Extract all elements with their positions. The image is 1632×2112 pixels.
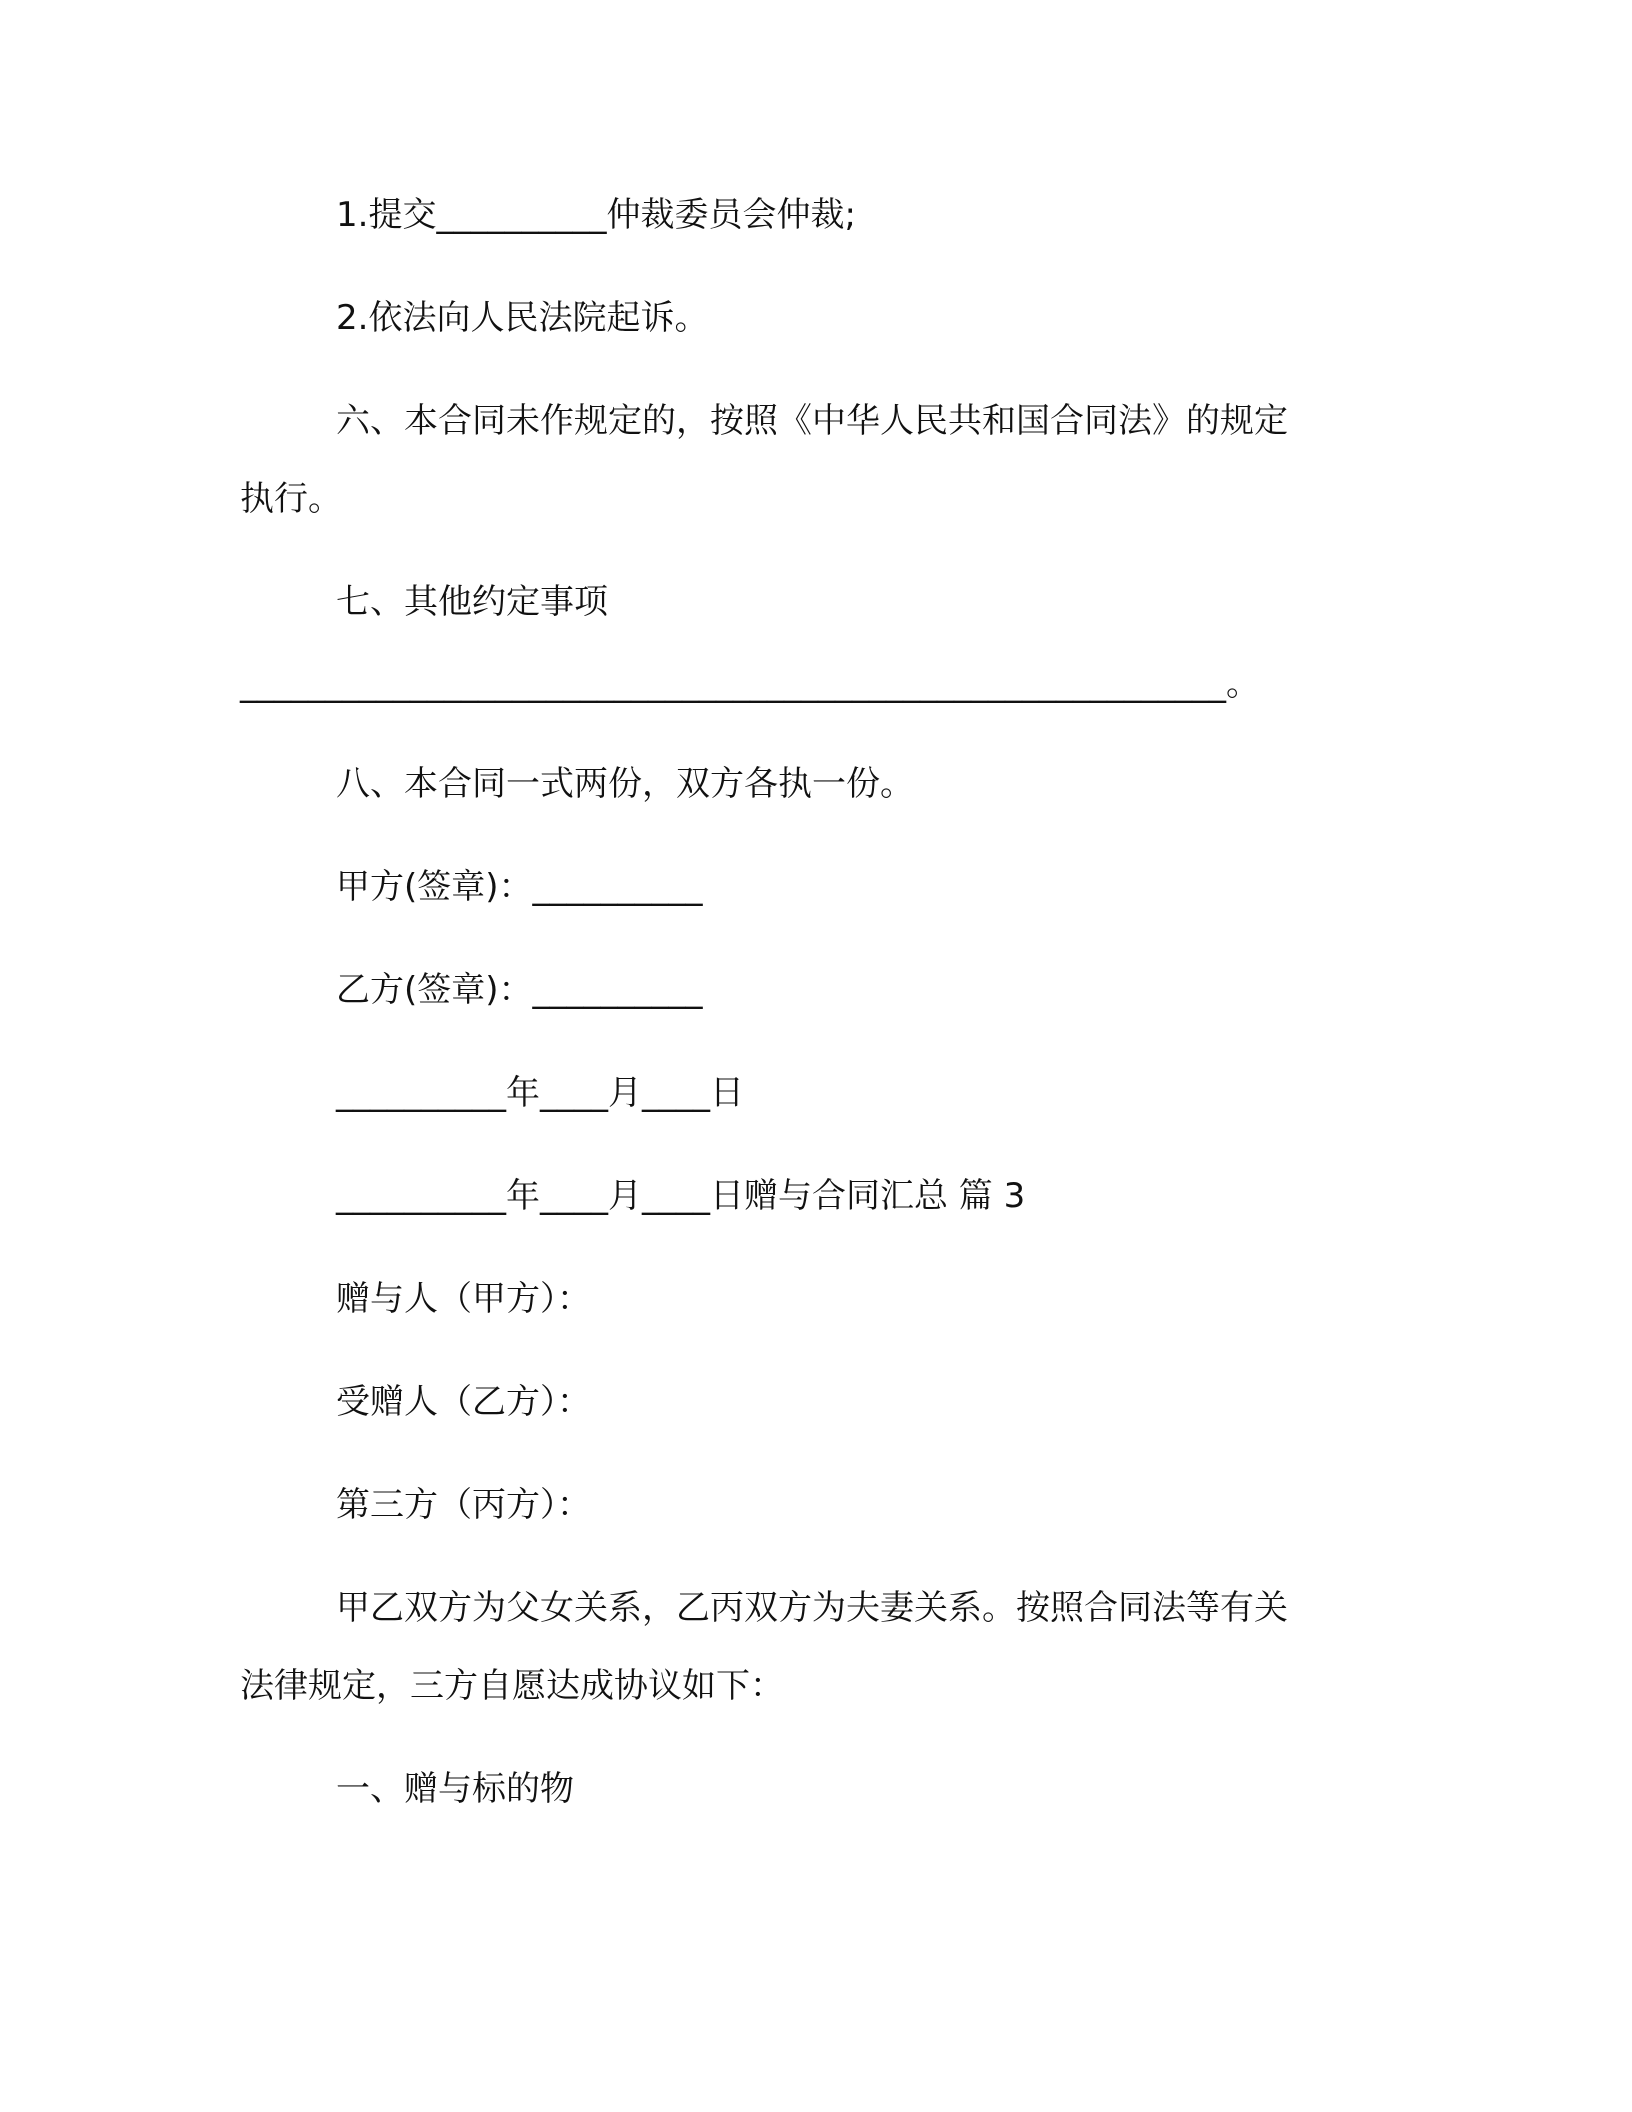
arbitration-clause-line: 1.提交__________仲裁委员会仲裁;	[336, 195, 856, 235]
signature-date-line: __________年____月____日	[336, 1073, 744, 1113]
clause-eight-line: 八、本合同一式两份，双方各执一份。	[336, 764, 914, 804]
donee-line: 受赠人（乙方）：	[336, 1382, 591, 1422]
relationship-line-2: 法律规定，三方自愿达成协议如下：	[240, 1666, 784, 1706]
party-b-signature-line: 乙方(签章)：__________	[336, 970, 703, 1010]
relationship-line-1: 甲乙双方为父女关系，乙丙双方为夫妻关系。按照合同法等有关	[336, 1588, 1288, 1628]
third-party-line: 第三方（丙方）：	[336, 1485, 591, 1525]
court-clause-line: 2.依法向人民法院起诉。	[336, 298, 709, 338]
clause-six-line-1: 六、本合同未作规定的，按照《中华人民共和国合同法》的规定	[336, 401, 1288, 441]
clause-six-line-2: 执行。	[240, 479, 342, 519]
section-date-title-line: __________年____月____日赠与合同汇总 篇 3	[336, 1176, 1026, 1216]
gift-subject-heading: 一、赠与标的物	[336, 1769, 574, 1809]
clause-seven-heading: 七、其他约定事项	[336, 582, 608, 622]
clause-seven-blank-line: __________________________________________________________。	[240, 664, 1260, 704]
party-a-signature-line: 甲方(签章)：__________	[336, 867, 703, 907]
donor-line: 赠与人（甲方）：	[336, 1279, 591, 1319]
